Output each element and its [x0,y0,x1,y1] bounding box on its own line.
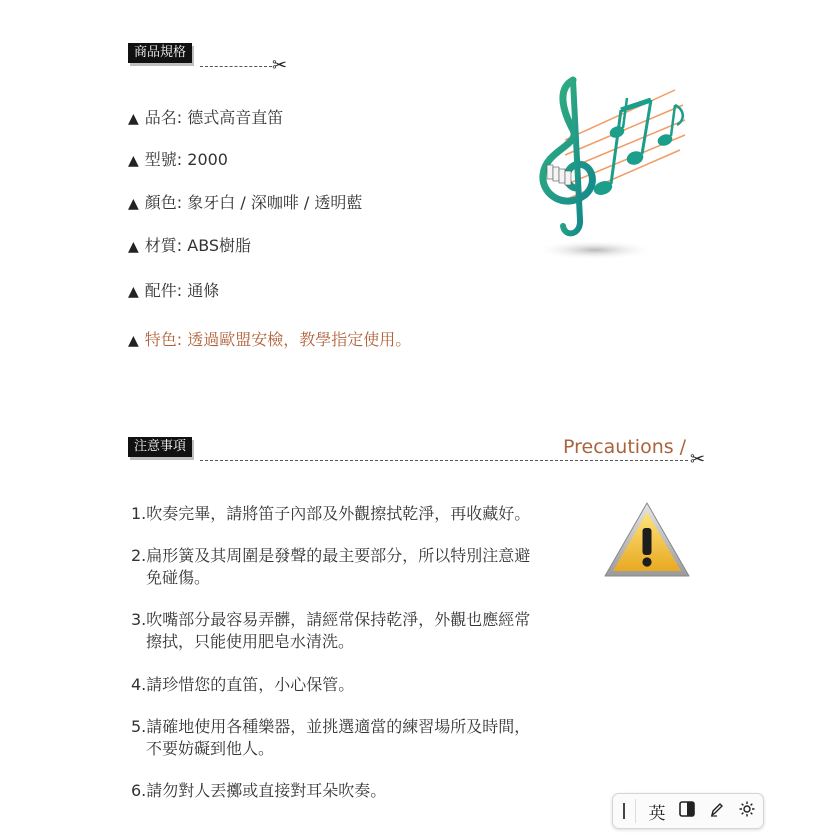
note-item-3 [131,609,591,653]
spec-item-accessory [128,281,219,302]
spec-item-material [128,236,251,257]
spec-item-model [128,150,228,171]
triangle-bullet-icon: ▲ [128,111,139,127]
note-line: 6.請勿對人丟擲或直接對耳朵吹奏。 [131,781,387,800]
note-item-4 [131,674,591,696]
note-item-6 [131,780,591,802]
spec-text: 顏色: 象牙白 / 深咖啡 / 透明藍 [144,193,363,212]
notes-divider [200,460,688,461]
spec-text: 品名: 德式高音直笛 [144,108,284,127]
specs-tag [128,43,192,63]
note-line: 4.請珍惜您的直笛，小心保管。 [131,675,355,694]
notes-tag-label: 注意事項 [134,439,187,454]
spec-text: 材質: ABS樹脂 [144,236,252,255]
ime-separator [635,799,636,823]
ime-toolbar[interactable] [612,793,764,829]
specs-tag-label: 商品規格 [134,45,187,60]
warning-icon [602,500,692,580]
scissors-icon: ✂ [272,55,288,76]
notes-tag [128,437,192,457]
half-fill-icon[interactable] [672,801,702,822]
spec-item-name [128,108,283,129]
triangle-bullet-icon: ▲ [128,153,139,169]
note-item-5 [131,716,591,760]
note-line: 5.請確地使用各種樂器，並挑選適當的練習場所及時間， [131,717,531,736]
spec-item-color [128,193,362,214]
note-item-2 [131,545,591,589]
note-line-continued: 免碰傷。 [146,568,211,587]
note-item-1 [131,503,591,525]
drag-handle-icon[interactable] [623,803,625,819]
triangle-bullet-icon: ▲ [128,284,139,300]
note-line: 2.扁形簧及其周圍是發聲的最主要部分，所以特別注意避 [131,546,531,565]
note-line: 3.吹嘴部分最容易弄髒，請經常保持乾淨，外觀也應經常 [131,610,531,629]
triangle-bullet-icon: ▲ [128,239,139,255]
spec-text: 配件: 通條 [144,281,220,300]
note-line-continued: 擦拭，只能使用肥皂水清洗。 [146,632,355,651]
note-line: 1.吹奏完畢，請將笛子內部及外觀擦拭乾淨，再收藏好。 [131,504,531,523]
spec-text: 型號: 2000 [144,150,228,169]
ime-language-toggle[interactable]: 英 [648,803,666,824]
gear-icon[interactable] [732,800,762,823]
spec-text: 特色: 透過歐盟安檢，教學指定使用。 [144,330,412,349]
triangle-bullet-icon: ▲ [128,196,139,212]
note-line-continued: 不要妨礙到他人。 [146,739,275,758]
music-notes-icon [525,70,690,265]
spec-item-feature [128,330,411,351]
triangle-bullet-icon: ▲ [128,333,139,349]
precautions-title: Precautions / [563,436,687,458]
specs-divider [200,66,272,67]
pen-icon[interactable] [702,800,732,823]
scissors-icon: ✂ [690,449,706,470]
